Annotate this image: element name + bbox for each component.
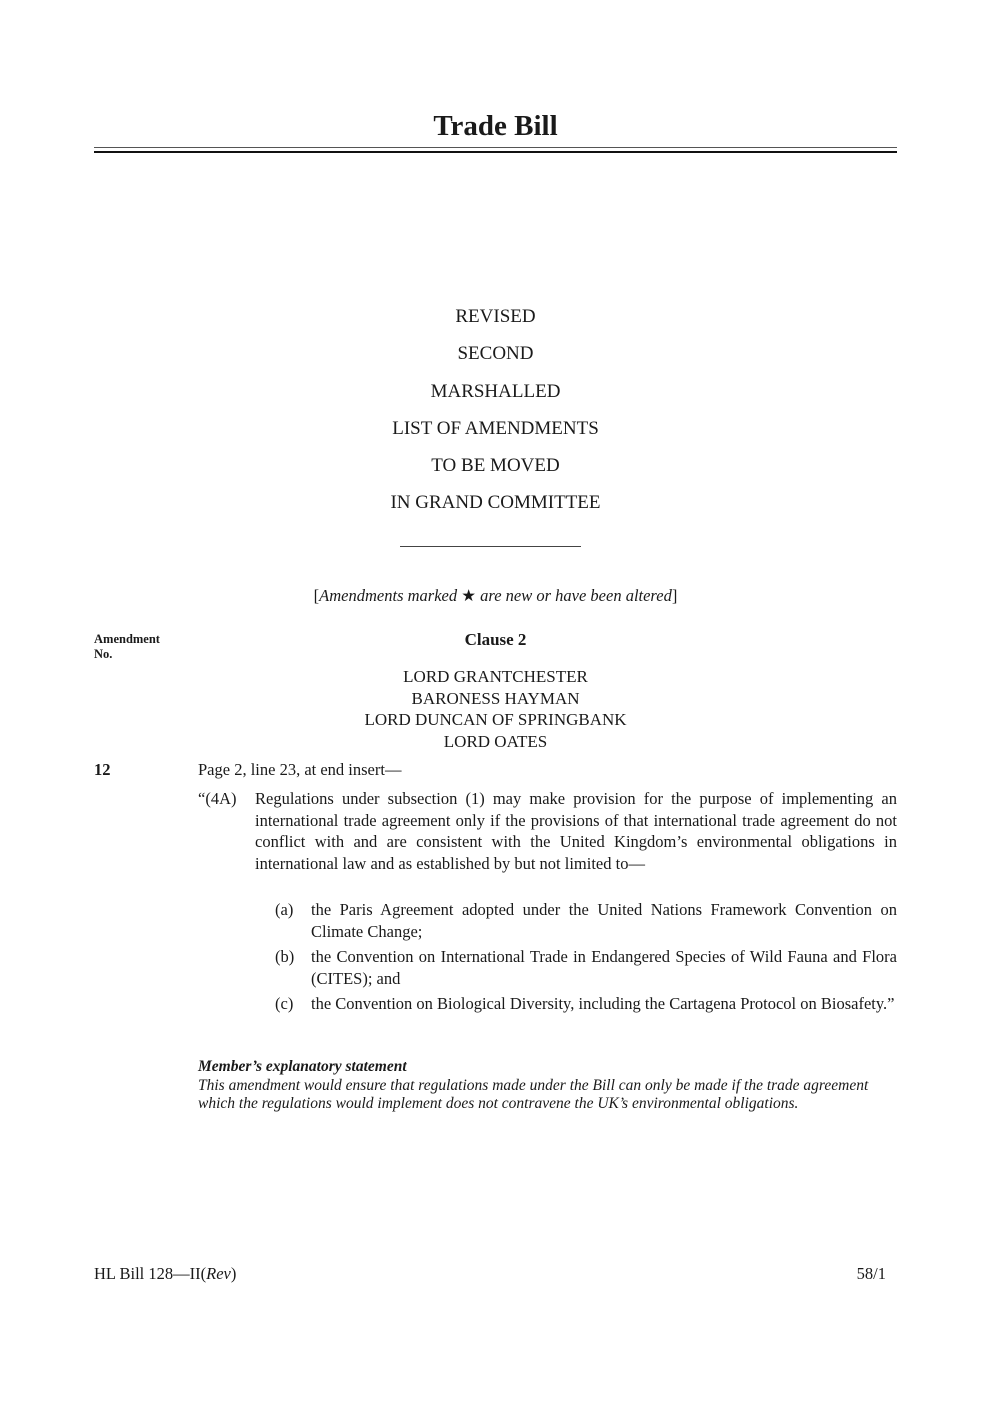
explanatory-statement-text: This amendment would ensure that regulations made under the Bill can only be made if the trade agreement which the regulations would implement does not contravene the UK’s environmental obligations. [198, 1076, 869, 1113]
member-name: LORD DUNCAN OF SPRINGBANK [364, 710, 627, 730]
bill-ref-suffix: ) [230, 1264, 237, 1283]
explanatory-statement [198, 1058, 888, 1114]
paragraph-item [198, 993, 897, 1015]
member-name: BARONESS HAYMAN [411, 688, 580, 708]
bill-ref-rev: Rev [206, 1264, 231, 1283]
paragraph-text: the Convention on International Trade in Endangered Species of Wild Fauna and Flora (CITES); and [311, 947, 897, 988]
paragraph-label: (b) [275, 947, 295, 966]
explanatory-statement-title: Member’s explanatory statement [198, 1058, 407, 1075]
subsection-text: Regulations under subsection (1) may make provision for the purpose of implementing an international trade agreement only if the provisions of that international trade agreement do not conflict with and are consistent with the United Kingdom’s environmental obligations in international law and as established by but not limited to— [255, 789, 897, 873]
member-name: LORD OATES [443, 731, 548, 751]
heading-line: LIST OF AMENDMENTS [392, 417, 599, 439]
title-rule-thin [94, 147, 897, 148]
heading-line: TO BE MOVED [431, 455, 560, 477]
paragraph-item [198, 946, 897, 989]
note-text-after: are new or have been altered [480, 586, 672, 605]
paragraph-item [198, 899, 897, 942]
label-line: Amendment [94, 632, 160, 646]
heading-line: MARSHALLED [430, 380, 561, 402]
page-reference: 58/1 [856, 1264, 886, 1283]
bill-reference [94, 1264, 236, 1284]
amendments-note [94, 586, 897, 606]
note-open-bracket: [ [313, 586, 320, 605]
list-heading [94, 303, 897, 527]
heading-line: REVISED [455, 306, 536, 327]
subsection-number: “(4A) [198, 789, 237, 808]
paragraph-text: the Convention on Biological Diversity, including the Cartagena Protocol on Biosafety.” [311, 994, 895, 1013]
clause-heading: Clause 2 [464, 630, 527, 649]
inserted-subsection [198, 788, 897, 874]
paragraph-label: (a) [275, 900, 294, 919]
heading-divider [400, 546, 581, 547]
amendment-instruction: Page 2, line 23, at end insert— [198, 760, 402, 779]
member-names [94, 666, 897, 752]
note-close-bracket: ] [671, 586, 678, 605]
member-name: LORD GRANTCHESTER [403, 667, 588, 686]
heading-line: IN GRAND COMMITTEE [390, 492, 601, 514]
star-icon: ★ [461, 586, 477, 605]
paragraph-text: the Paris Agreement adopted under the United Nations Framework Convention on Climate Change; [311, 900, 897, 941]
document-title: Trade Bill [433, 110, 558, 142]
title-rule-thick [94, 151, 897, 153]
heading-line: SECOND [457, 343, 534, 365]
note-text-before: Amendments marked [319, 586, 458, 605]
label-line: No. [94, 647, 113, 661]
paragraph-label: (c) [275, 994, 294, 1013]
bill-ref-prefix: HL Bill 128—II( [94, 1264, 207, 1283]
amendment-number: 12 [94, 760, 111, 779]
